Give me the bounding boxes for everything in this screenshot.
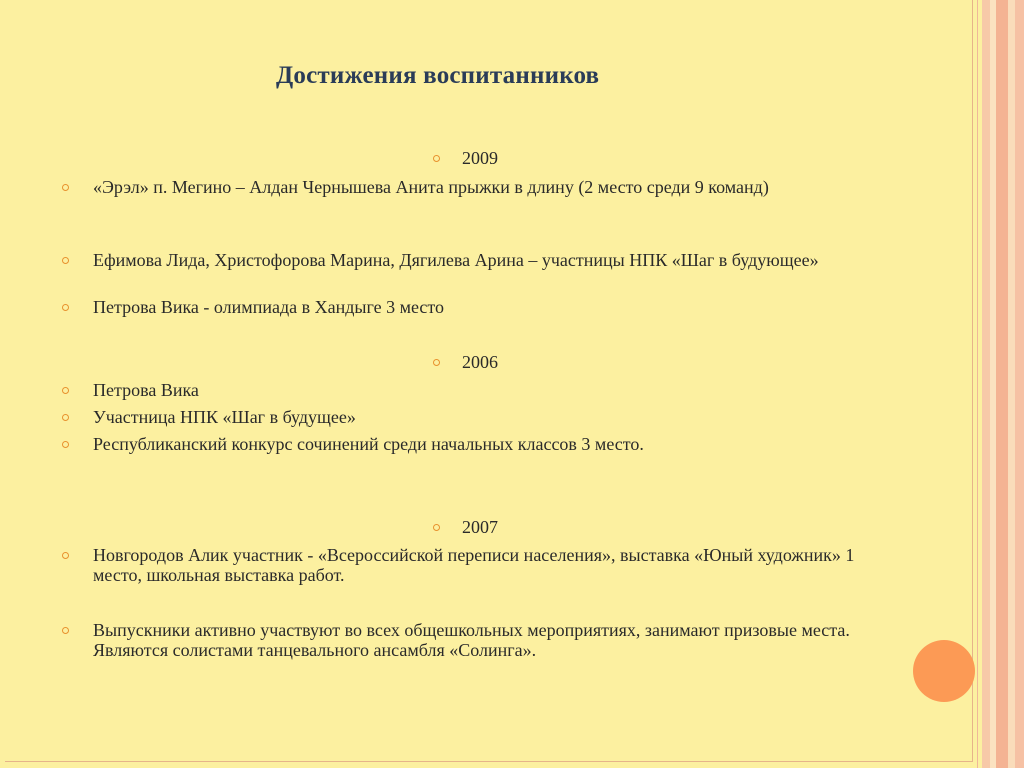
list-item-text: Выпускники активно участвуют во всех общешкольных мероприятиях, занимают призовые места. Являются солистами танцевального ансамбля «Солинга». xyxy=(93,620,850,660)
bullet-icon xyxy=(62,184,69,191)
list-item-text: 2007 xyxy=(462,517,498,537)
bullet-icon xyxy=(433,524,440,531)
list-item-text: Республиканский конкурс сочинений среди начальных классов 3 место. xyxy=(93,434,644,454)
decor-stripe xyxy=(982,0,990,768)
bullet-icon xyxy=(62,441,69,448)
list-item xyxy=(62,177,882,197)
list-item-text: Петрова Вика - олимпиада в Хандыге 3 место xyxy=(93,297,445,317)
list-item-text: 2006 xyxy=(462,352,498,372)
list-item-text: 2009 xyxy=(462,148,498,168)
list-item-text: Ефимова Лида, Христофорова Марина, Дягилева Арина – участницы НПК «Шаг в будующее» xyxy=(93,250,819,270)
list-item xyxy=(62,297,882,317)
bullet-icon xyxy=(62,257,69,264)
list-item xyxy=(62,545,882,585)
slide-title: Достижения воспитанников xyxy=(276,62,600,89)
list-item-text: «Эрэл» п. Мегино – Алдан Чернышева Анита прыжки в длину (2 место среди 9 команд) xyxy=(93,177,769,197)
bullet-icon xyxy=(62,552,69,559)
bullet-icon xyxy=(62,387,69,394)
bullet-icon xyxy=(433,359,440,366)
list-item xyxy=(62,620,882,660)
decor-stripe xyxy=(1015,0,1024,768)
decor-stripe xyxy=(1008,0,1015,768)
bullet-icon xyxy=(62,627,69,634)
list-item-text: Петрова Вика xyxy=(93,380,199,400)
list-item xyxy=(62,380,882,400)
decor-stripe xyxy=(996,0,1008,768)
bullet-icon xyxy=(62,414,69,421)
decor-circle xyxy=(913,640,975,702)
bullet-icon xyxy=(433,155,440,162)
list-item-text: Новгородов Алик участник - «Всероссийской переписи населения», выставка «Юный художник» 1 место, школьная выставка работ. xyxy=(93,545,855,585)
bullet-icon xyxy=(62,304,69,311)
list-item xyxy=(62,434,882,454)
list-item xyxy=(62,407,882,427)
list-item xyxy=(62,250,882,270)
list-item-text: Участница НПК «Шаг в будущее» xyxy=(93,407,356,427)
decor-stripe xyxy=(977,0,978,768)
